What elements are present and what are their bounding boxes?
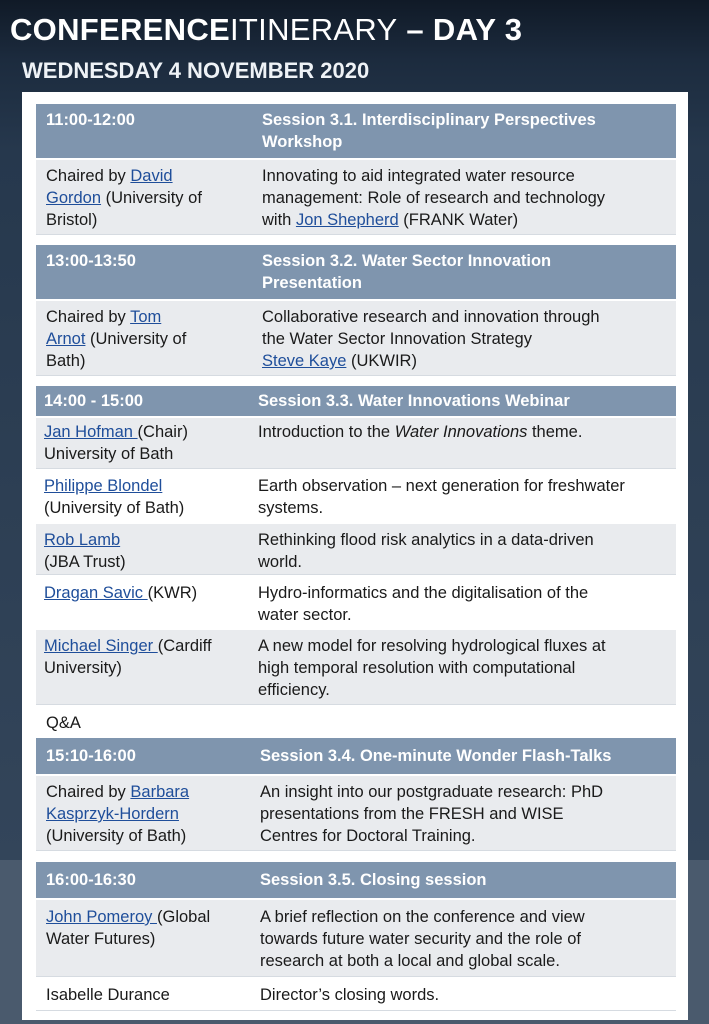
speaker-link[interactable]: Philippe Blondel — [44, 477, 163, 495]
talk-title-text: Hydro-informatics and the digitalisation of the — [258, 584, 589, 602]
session-3-2-detail — [36, 301, 676, 376]
chair-affiliation: Bristol) — [46, 211, 98, 229]
speaker-affiliation: University of Bath — [44, 445, 174, 463]
talk-speaker — [44, 421, 244, 465]
chair-link[interactable]: Gordon — [46, 189, 102, 207]
session-description — [260, 781, 674, 847]
talk-title-text: high temporal resolution with computational — [258, 659, 576, 677]
chair-affiliation: (University of Bath) — [46, 827, 187, 845]
speaker-link[interactable]: Steve Kaye — [262, 352, 347, 370]
session-title-line: Session 3.2. Water Sector Innovation — [262, 252, 552, 270]
session-description — [260, 906, 674, 972]
chair-link[interactable]: Arnot — [46, 330, 86, 348]
qa-row — [36, 706, 676, 736]
session-time: 15:10-16:00 — [46, 747, 136, 765]
speaker-affiliation: (KWR) — [147, 584, 198, 602]
description-line: Innovating to aid integrated water resource — [262, 167, 575, 185]
description-line: management: Role of research and technology — [262, 189, 606, 207]
session-time: 13:00-13:50 — [46, 252, 136, 270]
talk-row — [36, 630, 676, 705]
chair-affiliation: (University of — [85, 330, 187, 348]
session-description — [262, 165, 672, 231]
session-title — [262, 250, 672, 294]
description-line: Collaborative research and innovation through — [262, 308, 600, 326]
chair-prefix: Chaired by — [46, 308, 131, 326]
talk-title-text: systems. — [258, 499, 324, 517]
description-line: An insight into our postgraduate research: PhD — [260, 783, 604, 801]
talk-row — [36, 524, 676, 575]
chair-link[interactable]: Kasprzyk-Hordern — [46, 805, 179, 823]
speaker-affiliation: (Global — [156, 908, 211, 926]
speaker-link[interactable]: John Pomeroy — [46, 908, 157, 926]
talk-speaker — [44, 475, 244, 519]
session-title-line: Workshop — [262, 133, 343, 151]
speaker-affiliation: (FRANK Water) — [398, 211, 519, 229]
speaker-affiliation: (UKWIR) — [346, 352, 417, 370]
description-line: research at both a local and global scale. — [260, 952, 560, 970]
talk-title — [258, 635, 672, 701]
description-line: presentations from the FRESH and WISE — [260, 805, 564, 823]
speaker-affiliation: (Cardiff — [157, 637, 212, 655]
talk-title — [258, 529, 672, 573]
session-3-4-detail — [36, 776, 676, 851]
talk-title-text: efficiency. — [258, 681, 330, 699]
qa-label: Q&A — [46, 714, 81, 732]
speaker-link[interactable]: Michael Singer — [44, 637, 158, 655]
chair-link[interactable]: Tom — [130, 308, 162, 326]
chair-prefix: Chaired by — [46, 167, 131, 185]
description-line: Centres for Doctoral Training. — [260, 827, 476, 845]
talk-speaker — [44, 635, 244, 679]
session-description — [262, 306, 672, 372]
chair-link[interactable]: David — [130, 167, 173, 185]
session-title-line: Presentation — [262, 274, 362, 292]
description-line: A brief reflection on the conference and view — [260, 908, 585, 926]
closing-description: Director’s closing words. — [260, 986, 440, 1004]
talk-title — [258, 475, 672, 519]
speaker-affiliation: Water Futures) — [46, 930, 156, 948]
session-title: Session 3.5. Closing session — [260, 871, 487, 889]
session-3-2-header — [36, 245, 676, 299]
chair-affiliation: Bath) — [46, 352, 86, 370]
talk-row — [36, 418, 676, 469]
speaker-role: (Chair) — [137, 423, 188, 441]
speaker-link[interactable]: Dragan Savic — [44, 584, 148, 602]
talk-title-text: Introduction to the — [258, 423, 395, 441]
page-date: WEDNESDAY 4 NOVEMBER 2020 — [22, 58, 370, 83]
page-title — [10, 13, 522, 47]
title-part-day: – DAY 3 — [397, 12, 523, 47]
session-3-5-header — [36, 862, 676, 898]
talk-title-text: Earth observation – next generation for freshwater — [258, 477, 625, 495]
session-title: Session 3.3. Water Innovations Webinar — [258, 392, 570, 410]
closing-speaker: Isabelle Durance — [46, 986, 170, 1004]
session-title-line: Session 3.1. Interdisciplinary Perspectives — [262, 111, 596, 129]
session-chair — [46, 306, 246, 372]
session-title — [262, 109, 672, 153]
talk-title-text: world. — [258, 553, 303, 571]
session-3-1-header — [36, 104, 676, 158]
talk-title-emphasis: Water Innovations — [394, 423, 528, 441]
session-3-4-header — [36, 738, 676, 774]
speaker-affiliation: University) — [44, 659, 122, 677]
itinerary-panel — [22, 92, 688, 1020]
closing-row — [36, 978, 676, 1011]
speaker-affiliation: (JBA Trust) — [44, 553, 126, 571]
talk-title-text: A new model for resolving hydrological fluxes at — [258, 637, 606, 655]
talk-title-text: water sector. — [258, 606, 352, 624]
talk-title-text: Rethinking flood risk analytics in a data-driven — [258, 531, 594, 549]
talk-row — [36, 470, 676, 522]
talk-speaker — [46, 906, 246, 950]
talk-title — [258, 582, 672, 626]
session-time: 11:00-12:00 — [46, 111, 135, 129]
description-line: with — [262, 211, 296, 229]
session-chair — [46, 165, 246, 231]
talk-speaker — [44, 529, 244, 573]
chair-link[interactable]: Barbara — [130, 783, 190, 801]
talk-title — [258, 421, 672, 443]
speaker-link[interactable]: Rob Lamb — [44, 531, 121, 549]
speaker-link[interactable]: Jan Hofman — [44, 423, 138, 441]
talk-speaker — [44, 582, 244, 604]
speaker-link[interactable]: Jon Shepherd — [295, 211, 399, 229]
chair-affiliation: (University of — [101, 189, 202, 207]
description-line: the Water Sector Innovation Strategy — [262, 330, 532, 348]
session-3-3-header — [36, 386, 676, 416]
talk-title-text: theme. — [527, 423, 583, 441]
title-part-itinerary: ITINERARY — [230, 12, 398, 47]
session-time: 14:00 - 15:00 — [44, 392, 144, 410]
chair-prefix: Chaired by — [46, 783, 131, 801]
talk-row — [36, 576, 676, 628]
title-part-conference: CONFERENCE — [10, 12, 231, 47]
description-line: towards future water security and the role of — [260, 930, 581, 948]
session-3-1-detail — [36, 160, 676, 235]
session-3-5-detail — [36, 900, 676, 977]
speaker-affiliation: (University of Bath) — [44, 499, 185, 517]
session-time: 16:00-16:30 — [46, 871, 136, 889]
session-chair — [46, 781, 246, 847]
session-title: Session 3.4. One-minute Wonder Flash-Talks — [260, 747, 612, 765]
